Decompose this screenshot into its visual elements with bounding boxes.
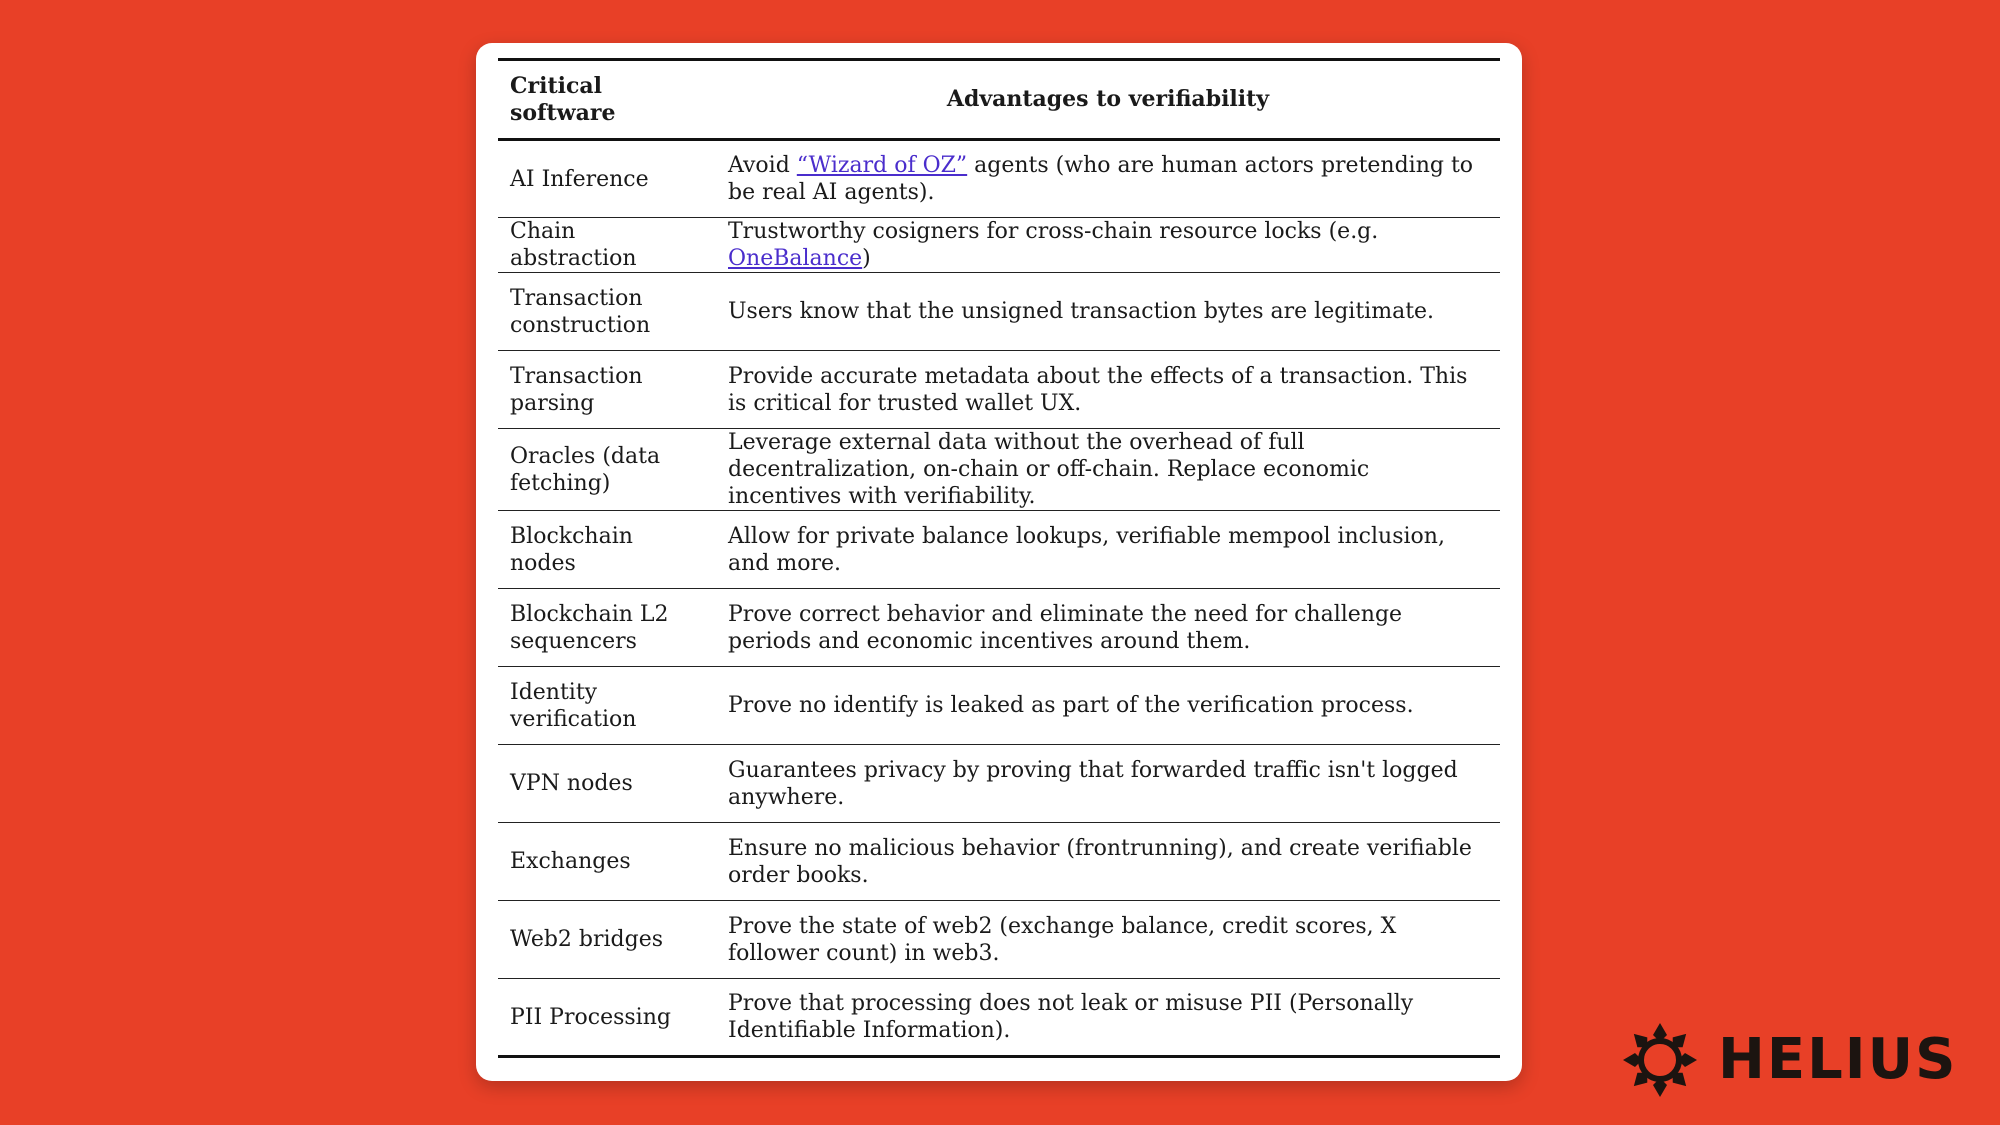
software-cell: Identity verification bbox=[510, 679, 637, 732]
software-cell: Web2 bridges bbox=[510, 927, 664, 952]
onebalance-link[interactable]: OneBalance bbox=[728, 246, 863, 271]
logo-text: HELIUS bbox=[1718, 1027, 1958, 1092]
advantage-cell: Ensure no malicious behavior (frontrunning), and create verifiable order books. bbox=[728, 835, 1472, 888]
advantage-cell: Allow for private balance lookups, verifiable mempool inclusion, and more. bbox=[728, 523, 1445, 576]
helius-sun-icon bbox=[1622, 1022, 1698, 1098]
table-row bbox=[498, 667, 1500, 745]
table-row bbox=[498, 140, 1500, 218]
table-row bbox=[498, 823, 1500, 901]
table-row bbox=[498, 511, 1500, 589]
advantage-cell: Users know that the unsigned transaction bytes are legitimate. bbox=[728, 299, 1435, 324]
wizard-of-oz-link[interactable]: “Wizard of OZ” bbox=[796, 153, 968, 178]
advantage-text: Trustworthy cosigners for cross-chain resource locks (e.g. bbox=[728, 219, 1379, 244]
advantage-text: ) bbox=[862, 246, 871, 271]
software-cell: Chain abstraction bbox=[510, 219, 637, 271]
advantage-cell: Guarantees privacy by proving that forwarded traffic isn't logged anywhere. bbox=[728, 757, 1458, 810]
verifiability-table bbox=[498, 58, 1500, 1058]
advantage-cell: Prove no identify is leaked as part of the verification process. bbox=[728, 693, 1414, 718]
table-row bbox=[498, 351, 1500, 429]
software-cell: Oracles (data fetching) bbox=[510, 443, 661, 496]
software-cell: Transaction construction bbox=[510, 285, 651, 338]
software-cell: Blockchain nodes bbox=[510, 523, 633, 576]
helius-logo bbox=[1622, 1022, 1994, 1098]
advantage-cell: Prove correct behavior and eliminate the need for challenge periods and economic incentives around them. bbox=[728, 601, 1403, 654]
table-row bbox=[498, 218, 1500, 273]
software-cell: AI Inference bbox=[510, 166, 649, 192]
table-row bbox=[498, 429, 1500, 511]
advantage-cell: Prove the state of web2 (exchange balance, credit scores, X follower count) in web3. bbox=[728, 913, 1397, 966]
software-cell: PII Processing bbox=[510, 1004, 671, 1030]
software-cell: Exchanges bbox=[510, 849, 631, 874]
advantage-cell bbox=[716, 218, 1500, 273]
advantage-cell bbox=[716, 140, 1500, 218]
software-cell: VPN nodes bbox=[510, 771, 633, 796]
header-advantages: Advantages to verifiability bbox=[946, 86, 1270, 112]
table-card bbox=[476, 43, 1522, 1081]
software-cell: Blockchain L2 sequencers bbox=[510, 601, 669, 654]
advantage-cell: Leverage external data without the overhead of full decentralization, on-chain or off-chain. Replace economic incentives with verifiability. bbox=[728, 430, 1370, 509]
table-header-row bbox=[498, 60, 1500, 140]
advantage-text: Avoid bbox=[728, 153, 797, 178]
table-row bbox=[498, 901, 1500, 979]
advantage-cell: Provide accurate metadata about the effects of a transaction. This is critical for trusted wallet UX. bbox=[728, 363, 1468, 416]
table-row bbox=[498, 745, 1500, 823]
table-row bbox=[498, 979, 1500, 1057]
header-critical-software: Critical software bbox=[510, 72, 616, 126]
table-row bbox=[498, 273, 1500, 351]
table-row bbox=[498, 589, 1500, 667]
advantage-cell: Prove that processing does not leak or misuse PII (Personally Identifiable Information). bbox=[728, 991, 1414, 1043]
software-cell: Transaction parsing bbox=[510, 363, 643, 416]
advantage-text: agents (who are human actors pretending to be real AI agents). bbox=[728, 153, 1474, 205]
